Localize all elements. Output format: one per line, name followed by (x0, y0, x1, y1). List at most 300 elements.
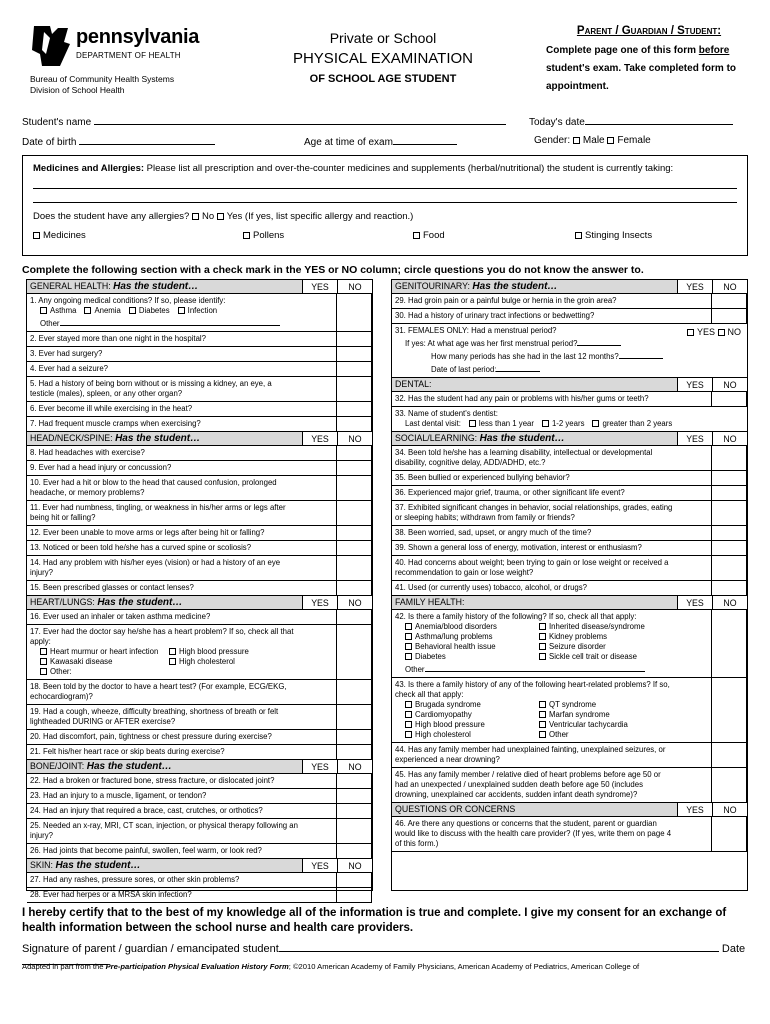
no-cell[interactable] (371, 461, 372, 475)
no-cell[interactable] (371, 526, 372, 540)
allergy-cat-insects[interactable] (575, 230, 652, 241)
other-field[interactable] (395, 662, 673, 675)
age-line[interactable] (393, 135, 457, 145)
parent-text-before: before (698, 45, 730, 56)
yes-cell[interactable] (336, 873, 337, 887)
checkbox[interactable] (539, 711, 546, 718)
allergy-no-label: No (201, 211, 215, 222)
question-row (392, 407, 747, 432)
no-cell[interactable] (371, 625, 372, 679)
yes-cell[interactable] (711, 743, 712, 767)
yes-cell[interactable] (711, 294, 712, 308)
option-label: Marfan syndrome (549, 710, 610, 719)
no-cell[interactable] (371, 680, 372, 704)
no-cell[interactable] (371, 610, 372, 624)
section-title-text: FAMILY HEALTH: (395, 597, 465, 607)
grid-option[interactable] (405, 730, 539, 740)
yes-cell[interactable] (711, 392, 712, 406)
no-cell[interactable] (746, 541, 747, 555)
no-cell[interactable] (371, 541, 372, 555)
checkbox[interactable] (539, 623, 546, 630)
yes-cell[interactable] (336, 476, 337, 500)
allergy-no-checkbox[interactable] (192, 213, 199, 220)
question-text: 13. Noticed or been told he/she has a curved spine or scoliosis? (30, 543, 252, 552)
allergy-q-text: Does the student have any allergies? (33, 211, 190, 222)
question-text: 3. Ever had surgery? (30, 349, 103, 358)
right-question-column (391, 279, 748, 891)
no-cell[interactable] (371, 774, 372, 788)
yes-cell[interactable] (336, 705, 337, 729)
checkbox[interactable] (539, 633, 546, 640)
checkbox[interactable] (40, 668, 47, 675)
checkbox[interactable] (40, 648, 47, 655)
section-header (392, 432, 747, 446)
no-cell[interactable] (371, 888, 372, 902)
section-title (27, 433, 302, 444)
question-row (392, 324, 747, 378)
question-row (27, 294, 372, 332)
male-checkbox[interactable] (573, 137, 580, 144)
checkbox[interactable] (178, 307, 185, 314)
checkbox[interactable] (405, 701, 412, 708)
no-cell[interactable] (371, 294, 372, 331)
checkbox[interactable] (592, 420, 599, 427)
grid-option[interactable] (40, 657, 169, 667)
question-text: 18. Been told by the doctor to have a heart test? (For example, ECG/EKG, echocardiogram)? (30, 682, 287, 701)
yes-column-header: YES (677, 596, 712, 609)
no-cell[interactable] (746, 678, 747, 742)
no-cell[interactable] (746, 501, 747, 525)
todays-date-line[interactable] (585, 115, 733, 125)
yes-cell[interactable] (336, 774, 337, 788)
other-label: Other (405, 665, 425, 674)
question-row (27, 804, 372, 819)
no-cell[interactable] (371, 804, 372, 818)
dental-option: greater than 2 years (602, 419, 673, 428)
bureau-text (30, 74, 174, 96)
allergy-yes-checkbox[interactable] (217, 213, 224, 220)
no-cell[interactable] (371, 873, 372, 887)
grid-option[interactable] (539, 652, 673, 662)
question-row (27, 362, 372, 377)
checkbox[interactable] (405, 711, 412, 718)
yes-cell[interactable] (336, 294, 337, 331)
yes-cell[interactable] (711, 471, 712, 485)
no-cell[interactable] (746, 768, 747, 802)
grid-option[interactable] (539, 632, 673, 642)
section-title (392, 281, 677, 292)
checkbox[interactable] (405, 731, 412, 738)
yes-cell[interactable] (711, 678, 712, 742)
yes-cell[interactable] (336, 789, 337, 803)
question-row (392, 294, 747, 309)
parent-instructions (546, 22, 752, 96)
yes-cell[interactable] (336, 844, 337, 858)
no-cell[interactable] (746, 486, 747, 500)
question-row (27, 332, 372, 347)
org-dept: DEPARTMENT OF HEALTH (76, 51, 181, 60)
section-subtitle: Has the student… (113, 281, 199, 292)
medicines-text: Please list all prescription and over-the-counter medicines and supplements (herbal/nutritional) the student is currently taking: (144, 163, 674, 174)
question-text: 46. Are there any questions or concerns that the student, parent or guardian would like to discuss with the health care provider? (If yes, write them on page 4 of this form.) (395, 819, 672, 848)
option-label: Anemia (94, 306, 121, 315)
no-cell[interactable] (746, 309, 747, 323)
title-line-2: PHYSICAL EXAMINATION (292, 50, 474, 67)
other-line[interactable] (60, 316, 280, 326)
question-text: 44. Has any family member had unexplained fainting, unexplained seizures, or experienced a near drowning? (395, 745, 666, 764)
option-label: Anemia/blood disorders (415, 622, 497, 631)
yes-cell[interactable] (711, 581, 712, 595)
option-label: High cholesterol (179, 657, 235, 666)
no-checkbox[interactable] (718, 329, 725, 336)
yes-cell[interactable] (711, 309, 712, 323)
question-text: 19. Had a cough, wheeze, difficulty breathing, shortness of breath or felt lightheaded DURING or AFTER exercise? (30, 707, 279, 726)
grid-option[interactable] (405, 632, 539, 642)
question-text: 40. Had concerns about weight; been trying to gain or lose weight or received a recommendation to gain or lose weight? (395, 558, 669, 577)
no-cell[interactable] (371, 844, 372, 858)
division-line: Division of School Health (30, 85, 125, 95)
grid-option[interactable] (539, 720, 673, 730)
question-text: 5. Had a history of being born without or is missing a kidney, an eye, a testicle (males), spleen, or any other organ? (30, 379, 272, 398)
section-title-text: HEART/LUNGS: (30, 597, 95, 607)
grid-option[interactable] (539, 642, 673, 652)
checkbox[interactable] (405, 633, 412, 640)
grid-option[interactable] (405, 700, 539, 710)
yes-cell[interactable] (336, 461, 337, 475)
grid-option[interactable] (405, 622, 539, 632)
section-title-text: GENERAL HEALTH: (30, 281, 111, 291)
no-cell[interactable] (371, 501, 372, 525)
parent-heading: Parent / Guardian / Student: (576, 25, 722, 37)
dob-field[interactable] (22, 135, 215, 148)
section-subtitle: Has the student… (55, 860, 141, 871)
question-row (392, 526, 747, 541)
no-cell[interactable] (746, 294, 747, 308)
org-name: pennsylvania (76, 26, 200, 48)
grid-option[interactable] (405, 642, 539, 652)
yes-cell[interactable] (336, 332, 337, 346)
no-cell[interactable] (371, 705, 372, 729)
allergy-categories (33, 230, 737, 241)
section-header (27, 280, 372, 294)
yes-cell[interactable] (711, 817, 712, 851)
checkbox[interactable] (539, 731, 546, 738)
allergy-cat-pollens[interactable] (243, 230, 413, 241)
question-row (27, 705, 372, 730)
yes-column-header: YES (302, 280, 337, 293)
section-title-text: SKIN: (30, 860, 53, 870)
question-text: 28. Ever had herpes or a MRSA skin infection? (30, 890, 192, 899)
option-label: Diabetes (138, 306, 170, 315)
no-cell[interactable] (371, 446, 372, 460)
checkbox[interactable] (539, 653, 546, 660)
allergy-cat-label: Pollens (253, 230, 285, 241)
question-row (27, 377, 372, 402)
checkbox[interactable] (405, 653, 412, 660)
checkbox[interactable] (539, 721, 546, 728)
question-row (27, 844, 372, 859)
title-line-1: Private or School (329, 30, 437, 46)
option-label: Kawasaki disease (50, 657, 113, 666)
no-cell[interactable] (371, 556, 372, 580)
checkbox[interactable] (539, 701, 546, 708)
question-text: 6. Ever become ill while exercising in the heat? (30, 404, 193, 413)
yes-cell[interactable] (336, 745, 337, 759)
no-cell[interactable] (746, 526, 747, 540)
checkbox[interactable] (405, 721, 412, 728)
yes-cell[interactable] (711, 610, 712, 677)
section-header (392, 596, 747, 610)
no-cell[interactable] (746, 610, 747, 677)
medicines-line-1[interactable] (33, 175, 737, 189)
yes-cell[interactable] (336, 347, 337, 361)
yes-checkbox[interactable] (687, 329, 694, 336)
yes-cell[interactable] (711, 541, 712, 555)
question-text: 33. Name of student's dentist: (395, 409, 498, 418)
question-text: 38. Been worried, sad, upset, or angry much of the time? (395, 528, 592, 537)
question-row (392, 486, 747, 501)
grid-option[interactable] (405, 720, 539, 730)
no-cell[interactable] (371, 347, 372, 361)
section-title-text: QUESTIONS OR CONCERNS (395, 804, 516, 814)
grid-option[interactable] (539, 710, 673, 720)
condition-option[interactable] (40, 306, 76, 315)
parent-text-2: student's exam. Take completed form to appointment. (546, 63, 737, 92)
question-row (392, 541, 747, 556)
yes-cell[interactable] (336, 888, 337, 902)
checkbox-grid (30, 647, 298, 677)
signature-underline[interactable] (279, 942, 719, 952)
section-header (27, 760, 372, 774)
yes-cell[interactable] (711, 768, 712, 802)
no-cell[interactable] (746, 471, 747, 485)
yes-cell[interactable] (711, 526, 712, 540)
no-cell[interactable] (371, 789, 372, 803)
question-row (27, 625, 372, 680)
checkbox[interactable] (169, 648, 176, 655)
yes-cell[interactable] (336, 610, 337, 624)
no-cell[interactable] (746, 581, 747, 595)
yes-cell[interactable] (336, 541, 337, 555)
checkbox[interactable] (469, 420, 476, 427)
grid-option[interactable] (539, 730, 673, 740)
option-label: Diabetes (415, 652, 446, 661)
yes-cell[interactable] (336, 501, 337, 525)
checkbox-grid (395, 622, 673, 662)
period-label: If yes: At what age was her first menstrual period? (405, 339, 578, 348)
other-field[interactable] (30, 316, 298, 329)
question-text: 2. Ever stayed more than one night in the hospital? (30, 334, 206, 343)
medicines-line-2[interactable] (33, 189, 737, 203)
yes-column-header: YES (677, 803, 712, 816)
yes-cell[interactable] (336, 402, 337, 416)
yes-cell[interactable] (336, 581, 337, 595)
other-line[interactable] (425, 662, 645, 672)
condition-option[interactable] (84, 306, 120, 315)
condition-option[interactable] (178, 306, 217, 315)
checkbox[interactable] (405, 623, 412, 630)
question-text: 11. Ever had numbness, tingling, or weakness in his/her arms or legs after being hit or falling? (30, 503, 286, 522)
question-row (392, 817, 747, 852)
inline-yes-no (687, 327, 741, 337)
no-cell[interactable] (371, 730, 372, 744)
section-subtitle: Has the student… (86, 761, 172, 772)
option-label: Sickle cell trait or disease (549, 652, 637, 661)
section-title-text: GENITOURINARY: (395, 281, 470, 291)
question-row (27, 774, 372, 789)
yes-label: YES (696, 327, 715, 337)
gender-label: Gender: (534, 135, 571, 146)
yes-cell[interactable] (336, 417, 337, 431)
grid-option[interactable] (40, 667, 169, 677)
no-column-header: NO (337, 280, 372, 293)
male-label: Male (582, 135, 605, 146)
grid-option[interactable] (405, 652, 539, 662)
option-label: High blood pressure (179, 647, 249, 656)
question-text: 35. Been bullied or experienced bullying behavior? (395, 473, 570, 482)
allergy-cat-medicines[interactable] (33, 230, 243, 241)
checkbox[interactable] (40, 658, 47, 665)
no-cell[interactable] (371, 581, 372, 595)
condition-option[interactable] (129, 306, 170, 315)
yes-cell[interactable] (336, 730, 337, 744)
option-label: Ventricular tachycardia (549, 720, 628, 729)
section-title (392, 804, 677, 815)
question-row (392, 581, 747, 596)
yes-cell[interactable] (336, 362, 337, 376)
female-label: Female (617, 135, 651, 146)
question-row (27, 581, 372, 596)
yes-cell[interactable] (711, 446, 712, 470)
option-label: Cardiomyopathy (415, 710, 472, 719)
bureau-line: Bureau of Community Health Systems (30, 74, 175, 84)
yes-cell[interactable] (711, 556, 712, 580)
no-cell[interactable] (371, 819, 372, 843)
period-line[interactable] (577, 336, 621, 346)
question-text: 17. Ever had the doctor say he/she has a heart problem? If so, check all that apply: (30, 627, 294, 646)
question-text: 1. Any ongoing medical conditions? If so, please identify: (30, 296, 226, 305)
period-line[interactable] (619, 349, 663, 359)
question-text: 39. Shown a general loss of energy, motivation, interest or enthusiasm? (395, 543, 642, 552)
no-cell[interactable] (746, 743, 747, 767)
allergy-cat-food[interactable] (413, 230, 575, 241)
section-title (27, 860, 302, 871)
question-row (27, 680, 372, 705)
checkbox[interactable] (539, 643, 546, 650)
section-header (392, 280, 747, 294)
no-cell[interactable] (371, 332, 372, 346)
question-row (392, 678, 747, 743)
grid-option[interactable] (539, 700, 673, 710)
grid-option[interactable] (40, 647, 169, 657)
yes-cell[interactable] (711, 486, 712, 500)
medicines-label: Medicines and Allergies: (33, 163, 145, 174)
yes-cell[interactable] (711, 501, 712, 525)
yes-cell[interactable] (336, 377, 337, 401)
no-cell[interactable] (371, 476, 372, 500)
question-row (27, 541, 372, 556)
period-line[interactable] (496, 362, 540, 372)
question-text: 27. Had any rashes, pressure sores, or other skin problems? (30, 875, 240, 884)
question-text: 34. Been told he/she has a learning disability, intellectual or developmental disability, cognitive delay, ADD/ADHD, etc.? (395, 448, 653, 467)
section-header (27, 859, 372, 873)
yes-cell[interactable] (336, 680, 337, 704)
keystone-logo-icon (30, 24, 72, 68)
signature-label: Signature of parent / guardian / emancipated student (22, 943, 279, 955)
no-cell[interactable] (746, 446, 747, 470)
student-name-line[interactable] (94, 115, 506, 125)
no-cell[interactable] (746, 556, 747, 580)
grid-option[interactable] (169, 647, 298, 657)
no-cell[interactable] (371, 377, 372, 401)
checkbox[interactable] (84, 307, 91, 314)
yes-cell[interactable] (336, 625, 337, 679)
question-row (27, 610, 372, 625)
no-cell[interactable] (746, 392, 747, 406)
allergy-cat-label: Food (423, 230, 445, 241)
yes-column-header: YES (677, 280, 712, 293)
student-name-field[interactable] (22, 115, 506, 128)
checkbox[interactable] (405, 643, 412, 650)
grid-option[interactable] (169, 657, 298, 667)
checkbox[interactable] (40, 307, 47, 314)
student-name-label: Student's name (22, 117, 92, 128)
option-label: Asthma/lung problems (415, 632, 493, 641)
female-checkbox[interactable] (607, 137, 614, 144)
question-row (392, 309, 747, 324)
logo-block (30, 24, 250, 104)
section-header (27, 432, 372, 446)
question-row (27, 873, 372, 888)
todays-date-field[interactable] (529, 115, 733, 128)
section-title (27, 281, 302, 292)
age-field[interactable] (304, 135, 457, 148)
yes-cell[interactable] (336, 804, 337, 818)
yes-column-header: YES (677, 378, 712, 391)
no-cell[interactable] (371, 745, 372, 759)
yes-column-header: YES (302, 859, 337, 872)
no-column-header: NO (712, 378, 747, 391)
grid-option[interactable] (539, 622, 673, 632)
section-header (27, 596, 372, 610)
adapted-2: ; ©2010 American Academy of Family Physicians, American Academy of Pediatrics, American College of (288, 962, 640, 971)
no-cell[interactable] (746, 817, 747, 851)
dental-visit (395, 419, 744, 429)
question-text: 20. Had discomfort, pain, tightness or chest pressure during exercise? (30, 732, 272, 741)
option-label: Brugada syndrome (415, 700, 481, 709)
no-cell[interactable] (371, 362, 372, 376)
adapted-1: Adapted in part from the (22, 962, 106, 971)
yes-cell[interactable] (336, 819, 337, 843)
no-cell[interactable] (371, 402, 372, 416)
yes-cell[interactable] (336, 556, 337, 580)
dental-option: 1-2 years (551, 419, 585, 428)
no-cell[interactable] (371, 417, 372, 431)
dental-option: less than 1 year (478, 419, 534, 428)
checkbox[interactable] (542, 420, 549, 427)
option-label: Kidney problems (549, 632, 608, 641)
grid-option[interactable] (405, 710, 539, 720)
checkbox[interactable] (169, 658, 176, 665)
yes-cell[interactable] (336, 526, 337, 540)
question-row (27, 730, 372, 745)
yes-cell[interactable] (336, 446, 337, 460)
date-label: Date (721, 943, 746, 955)
checkbox[interactable] (129, 307, 136, 314)
instructions: Complete the following section with a check mark in the YES or NO column; circle questions you do not know the answer to. (22, 264, 644, 276)
option-label: High cholesterol (415, 730, 471, 739)
dob-line[interactable] (79, 135, 215, 145)
